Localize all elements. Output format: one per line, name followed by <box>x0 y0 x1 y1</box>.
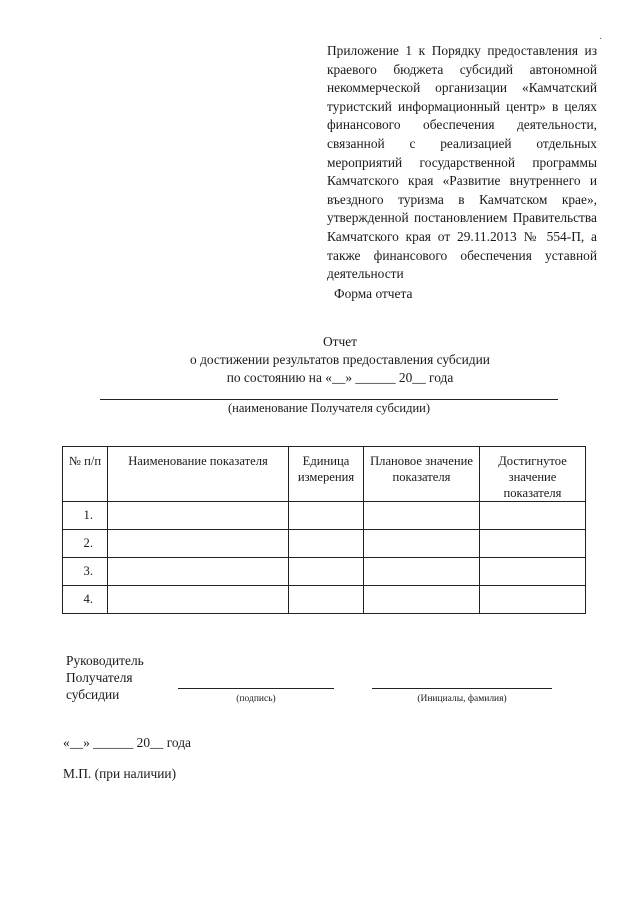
annex-header: Приложение 1 к Порядку предоставления из краевого бюджета субсидий автономной некоммерческой организации «Камчатский туристский информационный центр» в целях финансового обеспечения деятельности, связанной с реализацией отдельных мероприятий государственной программы Камчатского края «Развитие внутреннего и въездного туризма в Камчатском крае», утвержденной постановлением Правительства Камчатского края от 29.11.2013 № 554-П, а также финансового обеспечения уставной деятельности <box>327 43 597 282</box>
role-line-1: Руководитель <box>66 653 144 668</box>
indicators-table <box>62 446 586 614</box>
cell-planned <box>364 530 480 558</box>
signature-line <box>178 688 334 689</box>
header-achieved: Достигнутое значение показателя <box>480 447 586 502</box>
header-name: Наименование показателя <box>108 447 289 502</box>
report-heading <box>60 333 620 387</box>
signatory-role <box>66 653 144 703</box>
table-row <box>63 558 586 586</box>
report-subtitle: о достижении результатов предоставления субсидии <box>190 352 490 367</box>
table-header-row <box>63 447 586 502</box>
cell-name <box>108 586 289 614</box>
cell-unit <box>289 502 364 530</box>
cell-planned <box>364 586 480 614</box>
row-number: 2. <box>63 530 108 558</box>
row-number: 4. <box>63 586 108 614</box>
row-number: 1. <box>63 502 108 530</box>
cell-unit <box>289 586 364 614</box>
cell-name <box>108 502 289 530</box>
stamp-label: М.П. (при наличии) <box>63 766 177 781</box>
header-unit: Единица измерения <box>289 447 364 502</box>
corner-mark: · <box>599 34 603 45</box>
footer-date: «__» ______ 20__ года <box>63 735 192 750</box>
cell-unit <box>289 530 364 558</box>
role-line-2: Получателя <box>66 669 133 685</box>
form-type-label: Форма отчета <box>334 286 413 301</box>
table-row <box>63 586 586 614</box>
report-title: Отчет <box>322 334 358 349</box>
cell-name <box>108 558 289 586</box>
recipient-name-line <box>100 399 558 400</box>
header-num: № п/п <box>63 447 108 502</box>
cell-achieved <box>480 558 586 586</box>
cell-achieved <box>480 586 586 614</box>
initials-line <box>372 688 552 689</box>
table-row <box>63 530 586 558</box>
cell-achieved <box>480 530 586 558</box>
cell-planned <box>364 502 480 530</box>
header-planned: Плановое значение показателя <box>364 447 480 502</box>
cell-name <box>108 530 289 558</box>
row-number: 3. <box>63 558 108 586</box>
recipient-caption: (наименование Получателя субсидии) <box>227 401 431 415</box>
initials-caption: (Инициалы, фамилия) <box>417 694 507 704</box>
cell-achieved <box>480 502 586 530</box>
report-date-line: по состоянию на «__» ______ 20__ года <box>226 370 454 385</box>
cell-unit <box>289 558 364 586</box>
role-line-3: субсидии <box>66 686 120 702</box>
signature-caption: (подпись) <box>236 694 276 704</box>
table-row <box>63 502 586 530</box>
cell-planned <box>364 558 480 586</box>
